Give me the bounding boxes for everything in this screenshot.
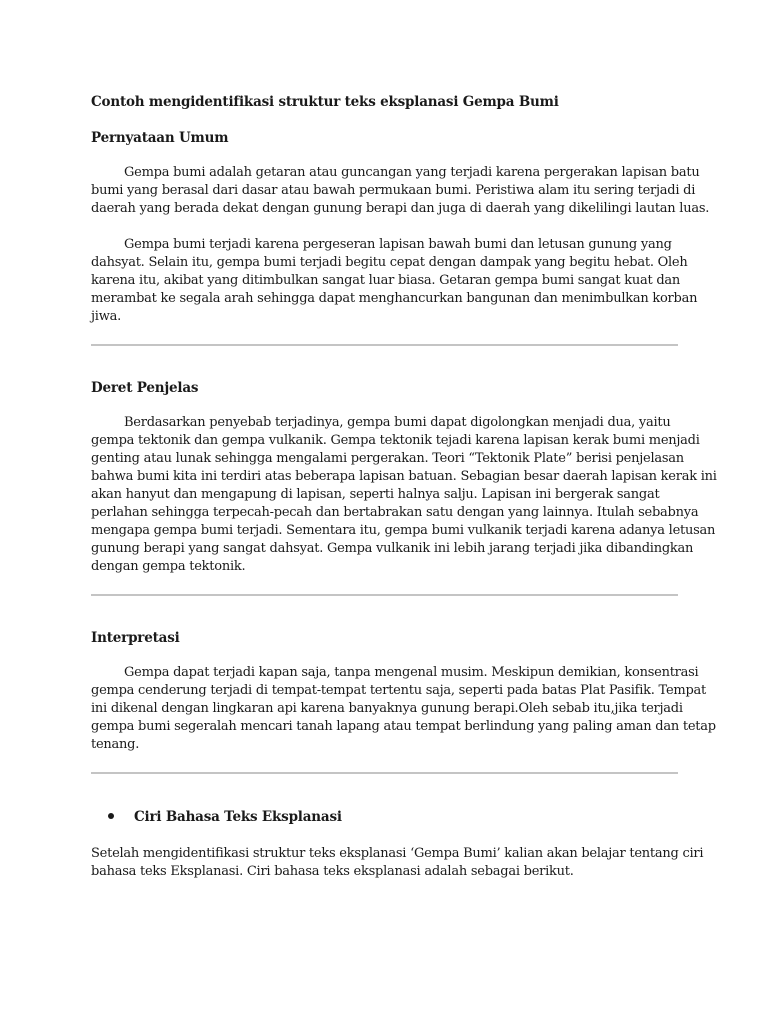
text-line: bahasa teks Eksplanasi. Ciri bahasa teks eksplanasi adalah sebagai berikut. <box>91 864 574 879</box>
paragraph-interpretasi <box>91 664 716 754</box>
text-line: Berdasarkan penyebab terjadinya, gempa bumi dapat digolongkan menjadi dua, yaitu <box>124 415 671 430</box>
section-divider <box>91 594 678 596</box>
text-line: Gempa bumi terjadi karena pergeseran lapisan bawah bumi dan letusan gunung yang <box>124 237 672 252</box>
text-line: Setelah mengidentifikasi struktur teks eksplanasi ‘Gempa Bumi’ kalian akan belajar tentang ciri <box>91 846 704 861</box>
section-divider <box>91 344 678 346</box>
text-line: gempa cenderung terjadi di tempat-tempat tertentu saja, seperti pada batas Plat Pasifik. Tempat <box>91 683 707 698</box>
section-heading-pernyataan-umum: Pernyataan Umum <box>91 130 229 146</box>
text-line: gempa tektonik dan gempa vulkanik. Gempa tektonik tejadi karena lapisan kerak bumi menjadi <box>91 433 700 448</box>
text-line: tenang. <box>91 737 140 752</box>
text-line: mengapa gempa bumi terjadi. Sementara itu, gempa bumi vulkanik terjadi karena adanya letusan <box>91 523 716 538</box>
text-line: karena itu, akibat yang ditimbulkan sangat luar biasa. Getaran gempa bumi sangat kuat dan <box>91 273 681 288</box>
text-line: akan hanyut dan mengapung di lapisan, seperti halnya salju. Lapisan ini bergerak sangat <box>91 487 660 502</box>
paragraph-pernyataan-umum-1 <box>91 164 710 218</box>
section-divider <box>91 772 678 774</box>
text-line: Gempa dapat terjadi kapan saja, tanpa mengenal musim. Meskipun demikian, konsentrasi <box>124 665 699 680</box>
paragraph-pernyataan-umum-2 <box>91 236 698 326</box>
text-line: merambat ke segala arah sehingga dapat menghancurkan bangunan dan menimbulkan korban <box>91 291 698 306</box>
text-line: gunung berapi yang sangat dahsyat. Gempa vulkanik ini lebih jarang terjadi jika dibandingkan <box>91 541 694 556</box>
paragraph-ciri-bahasa <box>91 845 704 881</box>
paragraph-deret-penjelas <box>91 414 717 576</box>
text-line: dengan gempa tektonik. <box>91 559 246 574</box>
bullet-item-ciri-bahasa <box>108 809 342 825</box>
text-line: jiwa. <box>91 309 121 324</box>
text-line: bumi yang berasal dari dasar atau bawah permukaan bumi. Peristiwa alam itu sering terjadi di <box>91 183 696 198</box>
text-line: Gempa bumi adalah getaran atau guncangan yang terjadi karena pergerakan lapisan batu <box>124 165 700 180</box>
text-line: genting atau lunak sehingga mengalami pergerakan. Teori “Tektonik Plate” berisi penjelasan <box>91 451 684 466</box>
text-line: bahwa bumi kita ini terdiri atas beberapa lapisan batuan. Sebagian besar daerah lapisan kerak ini <box>91 469 717 484</box>
section-heading-ciri-bahasa: Ciri Bahasa Teks Eksplanasi <box>134 809 342 825</box>
bullet-icon <box>108 813 114 819</box>
text-line: ini dikenal dengan lingkaran api karena banyaknya gunung berapi.Oleh sebab itu,jika terjadi <box>91 701 683 716</box>
section-heading-interpretasi: Interpretasi <box>91 630 180 646</box>
text-line: gempa bumi segeralah mencari tanah lapang atau tempat berlindung yang paling aman dan tetap <box>91 719 716 734</box>
document-title: Contoh mengidentifikasi struktur teks eksplanasi Gempa Bumi <box>91 94 559 110</box>
text-line: perlahan sehingga terpecah-pecah dan bertabrakan satu dengan yang lainnya. Itulah sebabnya <box>91 505 699 520</box>
text-line: dahsyat. Selain itu, gempa bumi terjadi begitu cepat dengan dampak yang begitu hebat. Oleh <box>91 255 688 270</box>
section-heading-deret-penjelas: Deret Penjelas <box>91 380 199 396</box>
text-line: daerah yang berada dekat dengan gunung berapi dan juga di daerah yang dikelilingi lautan luas. <box>91 201 710 216</box>
